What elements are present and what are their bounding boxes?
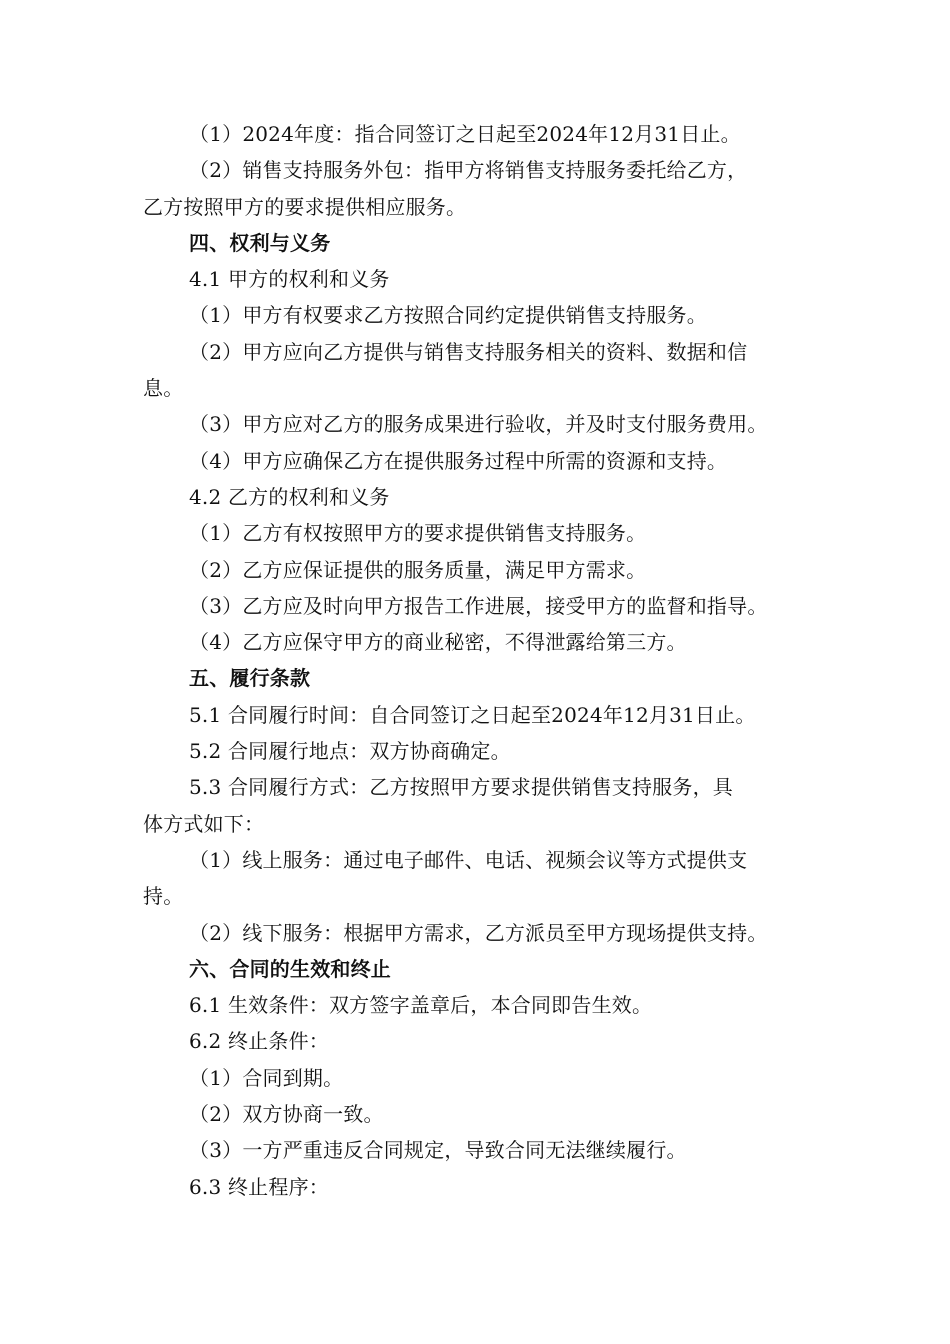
section-heading-rights-obligations: 四、权利与义务 <box>189 230 331 255</box>
definition-item-1: （1）2024年度：指合同签订之日起至2024年12月31日止。 <box>189 122 741 146</box>
subsection-heading-4-1: 4.1 甲方的权利和义务 <box>189 267 390 292</box>
clause-5-2: 5.2 合同履行地点：双方协商确定。 <box>189 739 511 764</box>
clause-6-2-item-2: （2）双方协商一致。 <box>189 1102 384 1127</box>
clause-6-1: 6.1 生效条件：双方签字盖章后，本合同即告生效。 <box>189 993 653 1018</box>
clause-5-3-continued: 体方式如下： <box>143 811 265 836</box>
clause-6-3: 6.3 终止程序： <box>189 1174 329 1199</box>
clause-5-3-item-2: （2）线下服务：根据甲方需求，乙方派员至甲方现场提供支持。 <box>189 920 768 945</box>
definition-item-2: （2）销售支持服务外包：指甲方将销售支持服务委托给乙方， <box>189 158 748 183</box>
clause-4-1-item-4: （4）甲方应确保乙方在提供服务过程中所需的资源和支持。 <box>189 448 728 473</box>
clause-4-2-item-3: （3）乙方应及时向甲方报告工作进展，接受甲方的监督和指导。 <box>189 593 768 618</box>
section-heading-performance: 五、履行条款 <box>189 666 311 691</box>
clause-6-2-item-3: （3）一方严重违反合同规定，导致合同无法继续履行。 <box>189 1138 687 1163</box>
clause-4-1-item-1: （1）甲方有权要求乙方按照合同约定提供销售支持服务。 <box>189 303 707 328</box>
document-body <box>143 116 815 1205</box>
clause-6-2-item-1: （1）合同到期。 <box>189 1065 344 1090</box>
section-heading-effect-termination: 六、合同的生效和终止 <box>189 956 391 981</box>
clause-4-2-item-2: （2）乙方应保证提供的服务质量，满足甲方需求。 <box>189 557 647 582</box>
clause-5-3-item-1-continued: 持。 <box>143 884 184 909</box>
clause-4-1-item-2: （2）甲方应向乙方提供与销售支持服务相关的资料、数据和信 <box>189 339 748 364</box>
clause-5-3: 5.3 合同履行方式：乙方按照甲方要求提供销售支持服务，具 <box>189 775 733 800</box>
clause-6-2: 6.2 终止条件： <box>189 1029 329 1054</box>
clause-4-2-item-1: （1）乙方有权按照甲方的要求提供销售支持服务。 <box>189 521 647 546</box>
clause-5-3-item-1: （1）线上服务：通过电子邮件、电话、视频会议等方式提供支 <box>189 847 748 872</box>
clause-5-1: 5.1 合同履行时间：自合同签订之日起至2024年12月31日止。 <box>189 702 756 727</box>
subsection-heading-4-2: 4.2 乙方的权利和义务 <box>189 484 390 509</box>
clause-4-1-item-2-continued: 息。 <box>143 376 184 401</box>
clause-4-2-item-4: （4）乙方应保守甲方的商业秘密，不得泄露给第三方。 <box>189 630 687 655</box>
clause-4-1-item-3: （3）甲方应对乙方的服务成果进行验收，并及时支付服务费用。 <box>189 412 768 437</box>
definition-item-2-continued: 乙方按照甲方的要求提供相应服务。 <box>143 194 467 219</box>
